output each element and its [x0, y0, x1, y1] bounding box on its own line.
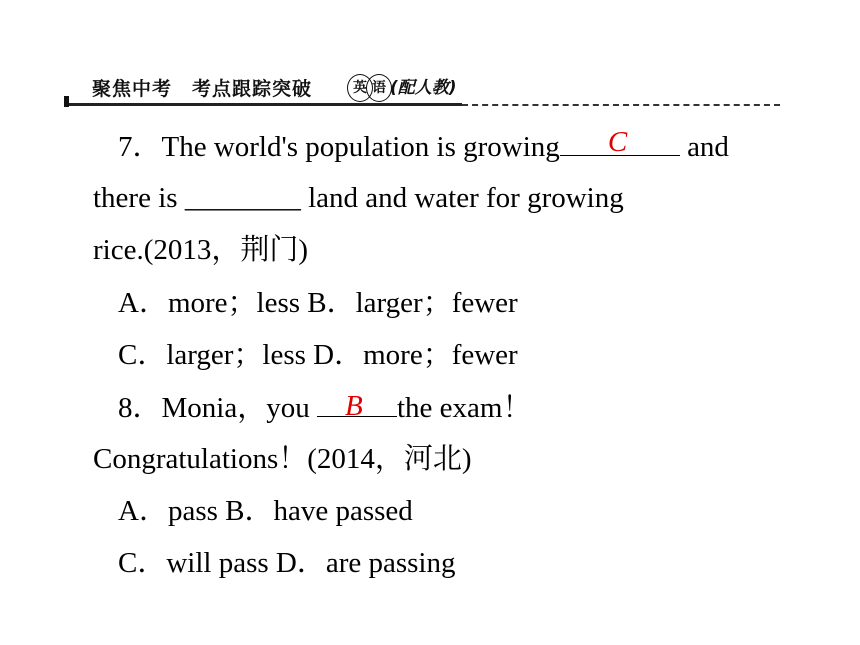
q8-answer-blank	[317, 390, 397, 422]
q8-stem-start: 8．Monia，you	[118, 392, 317, 424]
q8-answer: B	[344, 390, 363, 422]
subject-badge-2: 语	[366, 74, 392, 102]
header-title-part1: 聚焦中考	[92, 78, 173, 100]
edition-label: (配人教)	[390, 78, 457, 98]
q8-line2: Congratulations！(2014，河北)	[93, 443, 472, 475]
q8-stem-end: the exam！	[396, 392, 532, 424]
q7-stem-start: 7．The world's population is growing	[118, 131, 560, 163]
q7-stem-end: and	[679, 131, 729, 163]
q7-line1	[118, 126, 729, 164]
q7-answer-blank	[560, 126, 680, 158]
q8-options-cd: C．will pass D．are passing	[118, 547, 456, 579]
q7-line2-end: land and water for growing	[300, 182, 624, 214]
header-rule-solid	[69, 103, 462, 106]
header-title-part2: 考点跟踪突破	[192, 78, 313, 100]
q8-line1	[118, 390, 531, 425]
q7-line2-start: there is	[93, 182, 185, 214]
q7-line2	[93, 181, 624, 215]
q7-options-cd: C．larger；less D．more；fewer	[118, 339, 518, 371]
subject-badge-1: 英	[347, 74, 373, 102]
header-title	[92, 74, 312, 101]
q7-line3: rice.(2013，荆门)	[93, 234, 309, 266]
q7-answer: C	[607, 126, 628, 158]
header-rule-dashed	[462, 104, 780, 106]
q7-options-ab: A．more；less B．larger；fewer	[118, 287, 518, 319]
q7-second-blank: ________	[184, 182, 301, 214]
q8-options-ab: A．pass B．have passed	[118, 495, 413, 527]
